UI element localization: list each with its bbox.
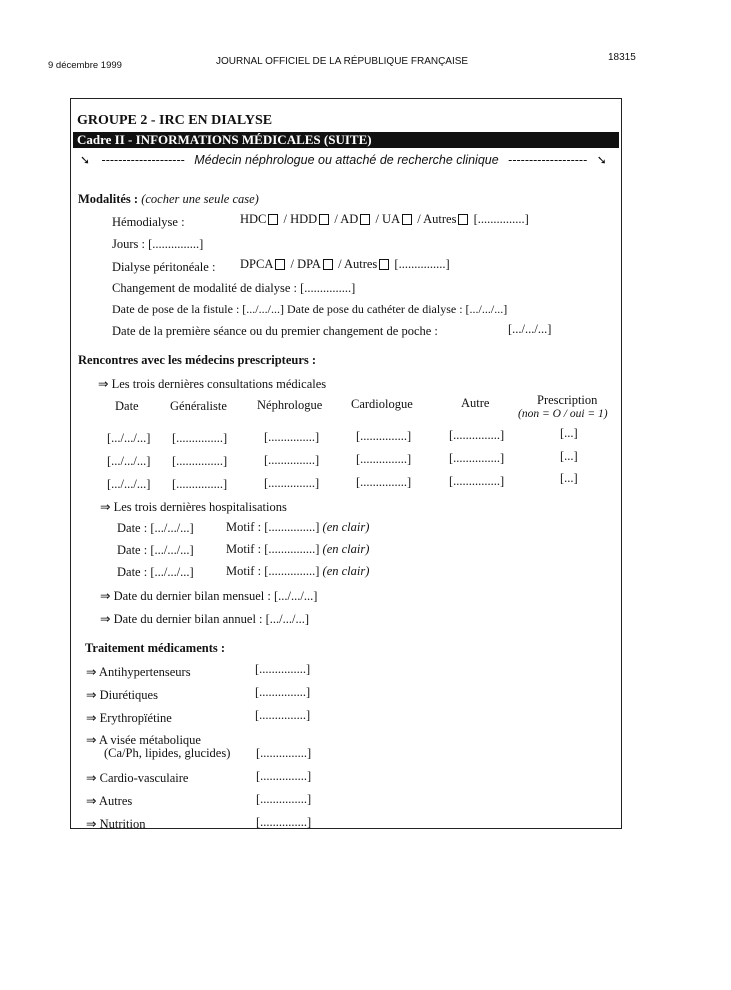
option-ua: / UA <box>375 212 401 226</box>
actor-dashes-left: -------------------- <box>101 153 185 167</box>
row1-autre[interactable]: [...............] <box>449 428 505 442</box>
traitement-field[interactable]: [...............] <box>256 815 312 829</box>
double-arrow-icon: ⇒ <box>86 771 97 785</box>
checkbox-autres[interactable] <box>458 214 468 225</box>
traitement-item <box>86 816 145 832</box>
row3-prescription[interactable]: [...] <box>560 471 578 485</box>
hospitalisations-heading <box>100 499 287 515</box>
checkbox-dpa[interactable] <box>323 259 333 270</box>
hosp2-date[interactable]: Date : [.../.../...] <box>117 543 194 557</box>
col-nephrologue: Néphrologue <box>257 398 323 412</box>
traitement-label: Diurétiques <box>99 688 158 702</box>
row3-cardiologue[interactable]: [...............] <box>356 475 412 489</box>
traitement-title: Traitement médicaments : <box>85 641 226 655</box>
col-date: Date <box>115 399 139 413</box>
hemo-other-field[interactable]: [...............] <box>473 212 529 226</box>
dp-other-field[interactable]: [...............] <box>394 257 450 271</box>
hosp3-date[interactable]: Date : [.../.../...] <box>117 565 194 579</box>
double-arrow-icon: ⇒ <box>98 377 109 391</box>
col-generaliste: Généraliste <box>170 399 227 413</box>
header-journal: JOURNAL OFFICIEL DE LA RÉPUBLIQUE FRANÇAISE <box>216 56 469 67</box>
actor-text: Médecin néphrologue ou attaché de recherche clinique <box>194 153 499 167</box>
hemodialyse-label: Hémodialyse : <box>112 215 185 229</box>
cadre-title-band <box>73 132 619 148</box>
group-title: GROUPE 2 - IRC EN DIALYSE <box>77 113 273 128</box>
consultations-title: Les trois dernières consultations médicales <box>111 377 327 391</box>
row2-autre[interactable]: [...............] <box>449 451 505 465</box>
hosp2-motif <box>226 542 369 557</box>
row1-nephrologue[interactable]: [...............] <box>264 430 320 444</box>
hosp1-motif <box>226 520 369 535</box>
traitement-label-detail: (Ca/Ph, lipides, glucides) <box>104 746 231 760</box>
hemodialyse-options <box>240 212 529 227</box>
traitement-item <box>86 793 132 809</box>
bilan-annuel-line <box>100 611 309 627</box>
dialyse-peritoneale-label: Dialyse péritonéale : <box>112 260 216 274</box>
traitement-field[interactable]: [...............] <box>255 708 311 722</box>
row1-cardiologue[interactable]: [...............] <box>356 429 412 443</box>
hosp3-note: (en clair) <box>322 564 370 578</box>
traitement-field[interactable]: [...............] <box>255 685 311 699</box>
option-autres: / Autres <box>417 212 457 226</box>
hosp3-motif <box>226 564 369 579</box>
hosp1-motif-field[interactable]: Motif : [...............] <box>226 520 320 534</box>
double-arrow-icon: ⇒ <box>86 711 97 725</box>
traitement-field[interactable]: [...............] <box>256 746 312 760</box>
bilan-mensuel-line <box>100 588 317 604</box>
date-pose-line[interactable]: Date de pose de la fistule : [.../.../...] Date de pose du cathéter de dialyse : [.../.../...] <box>112 302 508 316</box>
hospitalisations-title: Les trois dernières hospitalisations <box>113 500 287 514</box>
hosp2-note: (en clair) <box>322 542 370 556</box>
row2-cardiologue[interactable]: [...............] <box>356 452 412 466</box>
double-arrow-icon: ⇒ <box>86 665 97 679</box>
prescription-note: (non = O / oui = 1) <box>518 408 608 420</box>
row1-generaliste[interactable]: [...............] <box>172 431 228 445</box>
row1-prescription[interactable]: [...] <box>560 426 578 440</box>
checkbox-ua[interactable] <box>402 214 412 225</box>
dialyse-peritoneale-options <box>240 257 450 272</box>
traitement-label: A visée métabolique <box>98 733 201 747</box>
checkbox-hdd[interactable] <box>319 214 329 225</box>
row3-date[interactable]: [.../.../...] <box>107 477 151 491</box>
row3-autre[interactable]: [...............] <box>449 474 505 488</box>
traitement-item <box>86 687 158 703</box>
traitement-field[interactable]: [...............] <box>256 792 312 806</box>
header-date: 9 décembre 1999 <box>48 60 122 71</box>
row2-nephrologue[interactable]: [...............] <box>264 453 320 467</box>
double-arrow-icon: ⇒ <box>86 688 97 702</box>
row1-date[interactable]: [.../.../...] <box>107 431 151 445</box>
traitement-label: Autres <box>98 794 133 808</box>
down-arrow-icon: ➘ <box>80 153 91 167</box>
option-dpa: / DPA <box>290 257 321 271</box>
double-arrow-icon: ⇒ <box>86 817 97 831</box>
header-page-number: 18315 <box>608 52 636 63</box>
cadre-title: Cadre II - INFORMATIONS MÉDICALES (SUITE) <box>77 132 372 147</box>
rencontres-title: Rencontres avec les médecins prescripteurs : <box>78 353 317 367</box>
consultations-heading <box>98 376 326 392</box>
row3-generaliste[interactable]: [...............] <box>172 477 228 491</box>
checkbox-dp-autres[interactable] <box>379 259 389 270</box>
changement-modalite-field[interactable]: Changement de modalité de dialyse : [...............] <box>112 281 356 295</box>
modalites-hint: (cocher une seule case) <box>141 192 259 206</box>
option-hdd: / HDD <box>283 212 318 226</box>
row3-nephrologue[interactable]: [...............] <box>264 476 320 490</box>
col-cardiologue: Cardiologue <box>351 397 413 411</box>
col-autre: Autre <box>461 396 490 410</box>
premiere-seance-label: Date de la première séance ou du premier changement de poche : <box>112 324 438 338</box>
hosp1-note: (en clair) <box>322 520 370 534</box>
hosp1-date[interactable]: Date : [.../.../...] <box>117 521 194 535</box>
traitement-field[interactable]: [...............] <box>255 662 311 676</box>
traitement-item <box>86 770 188 786</box>
checkbox-hdc[interactable] <box>268 214 278 225</box>
bilan-annuel-field[interactable]: Date du dernier bilan annuel : [.../.../...] <box>113 612 310 626</box>
traitement-item <box>86 710 172 726</box>
actor-line <box>80 153 607 167</box>
traitement-label: Antihypertenseurs <box>98 665 191 679</box>
hosp3-motif-field[interactable]: Motif : [...............] <box>226 564 320 578</box>
double-arrow-icon: ⇒ <box>100 589 111 603</box>
double-arrow-icon: ⇒ <box>100 612 111 626</box>
traitement-field[interactable]: [...............] <box>256 769 312 783</box>
modalites-heading <box>78 192 259 207</box>
option-dp-autres: / Autres <box>338 257 378 271</box>
row2-prescription[interactable]: [...] <box>560 449 578 463</box>
checkbox-ad[interactable] <box>360 214 370 225</box>
col-prescription: Prescription <box>537 393 598 407</box>
traitement-label: Nutrition <box>99 817 146 831</box>
row2-generaliste[interactable]: [...............] <box>172 454 228 468</box>
traitement-label: Erythropïétine <box>99 711 172 725</box>
checkbox-dpca[interactable] <box>275 259 285 270</box>
double-arrow-icon: ⇒ <box>100 500 111 514</box>
premiere-seance-field[interactable]: [.../.../...] <box>508 322 552 336</box>
down-arrow-icon: ➘ <box>596 153 607 167</box>
actor-dashes-right: ------------------- <box>508 153 588 167</box>
double-arrow-icon: ⇒ <box>86 794 97 808</box>
traitement-label: Cardio-vasculaire <box>99 771 189 785</box>
option-hdc: HDC <box>240 212 267 226</box>
jours-field[interactable]: Jours : [...............] <box>112 237 204 251</box>
double-arrow-icon: ⇒ <box>86 733 97 747</box>
modalites-title: Modalités : <box>78 192 139 206</box>
traitement-item <box>86 664 191 680</box>
row2-date[interactable]: [.../.../...] <box>107 454 151 468</box>
bilan-mensuel-field[interactable]: Date du dernier bilan mensuel : [.../.../...] <box>113 589 318 603</box>
group-title-band <box>73 100 619 128</box>
option-ad: / AD <box>334 212 359 226</box>
hosp2-motif-field[interactable]: Motif : [...............] <box>226 542 320 556</box>
option-dpca: DPCA <box>240 257 274 271</box>
